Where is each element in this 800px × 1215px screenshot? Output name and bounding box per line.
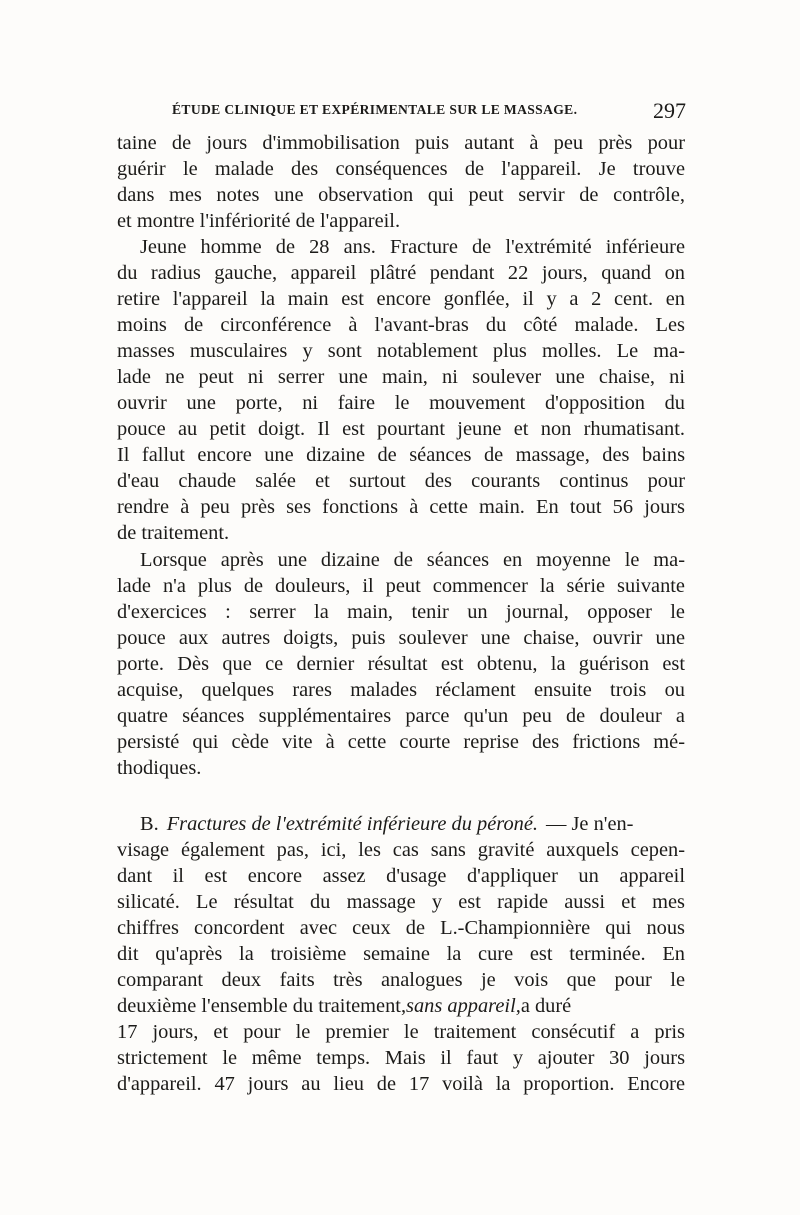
running-header: [172, 100, 686, 122]
section-title: Fractures de l'extrémité inférieure du péroné.: [166, 813, 538, 835]
text-line: comparant deux faits très analogues je vois que pour le: [117, 969, 685, 991]
text-line: d'appareil. 47 jours au lieu de 17 voilà la proportion. Encore: [117, 1073, 685, 1095]
text-line: du radius gauche, appareil plâtré pendant 22 jours, quand on: [117, 262, 685, 284]
text-line: masses musculaires y sont notablement plus molles. Le ma-: [117, 340, 685, 362]
text-line: porte. Dès que ce dernier résultat est obtenu, la guérison est: [117, 653, 685, 675]
text-line: persisté qui cède vite à cette courte reprise des frictions mé-: [117, 731, 685, 753]
running-title: ÉTUDE CLINIQUE ET EXPÉRIMENTALE SUR LE MASSAGE.: [172, 102, 578, 117]
text-line: silicaté. Le résultat du massage y est rapide aussi et mes: [117, 891, 685, 913]
text-line: moins de circonférence à l'avant-bras du côté malade. Les: [117, 314, 685, 336]
text-line: dit qu'après la troisième semaine la cure est terminée. En: [117, 943, 685, 965]
text-line: dans mes notes une observation qui peut servir de contrôle,: [117, 184, 685, 206]
text-line: Il fallut encore une dizaine de séances de massage, des bains: [117, 444, 685, 466]
text-line: pouce au petit doigt. Il est pourtant jeune et non rhumatisant.: [117, 418, 685, 440]
text-line: strictement le même temps. Mais il faut y ajouter 30 jours: [117, 1047, 685, 1069]
text-line: d'exercices : serrer la main, tenir un journal, opposer le: [117, 601, 685, 623]
text-segment: a duré: [520, 995, 572, 1017]
section-heading-line: [140, 811, 685, 837]
text-line: et montre l'infériorité de l'appareil.: [117, 210, 401, 232]
text-line: quatre séances supplémentaires parce qu'un peu de douleur a: [117, 705, 685, 727]
text-line: lade ne peut ni serrer une main, ni soulever une chaise, ni: [117, 366, 685, 388]
text-line: 17 jours, et pour le premier le traitement consécutif a pris: [117, 1021, 685, 1043]
text-line: Jeune homme de 28 ans. Fracture de l'extrémité inférieure: [140, 236, 685, 258]
section-first-line-rest: — Je n'en-: [546, 813, 634, 835]
text-line: thodiques.: [117, 757, 202, 779]
text-line: lade n'a plus de douleurs, il peut commencer la série suivante: [117, 575, 685, 597]
emphasis-text: sans appareil,: [406, 995, 521, 1017]
section-label: B.: [140, 813, 159, 835]
text-line: acquise, quelques rares malades réclament ensuite trois ou: [117, 679, 685, 701]
text-line: d'eau chaude salée et surtout des courants continus pour: [117, 470, 685, 492]
text-line: ouvrir une porte, ni faire le mouvement d'opposition du: [117, 392, 685, 414]
text-line: taine de jours d'immobilisation puis autant à peu près pour: [117, 132, 685, 154]
text-line-with-emphasis: [117, 993, 685, 1019]
text-line: retire l'appareil la main est encore gonflée, il y a 2 cent. en: [117, 288, 685, 310]
text-line: visage également pas, ici, les cas sans gravité auxquels cepen-: [117, 839, 685, 861]
text-line: dant il est encore assez d'usage d'appliquer un appareil: [117, 865, 685, 887]
page-number: 297: [653, 98, 686, 123]
text-line: guérir le malade des conséquences de l'appareil. Je trouve: [117, 158, 685, 180]
text-line: chiffres concordent avec ceux de L.-Championnière qui nous: [117, 917, 685, 939]
text-line: pouce aux autres doigts, puis soulever une chaise, ouvrir une: [117, 627, 685, 649]
text-line: Lorsque après une dizaine de séances en moyenne le ma-: [140, 549, 685, 571]
text-segment: deuxième l'ensemble du traitement,: [117, 995, 407, 1017]
text-line: de traitement.: [117, 522, 230, 544]
text-line: rendre à peu près ses fonctions à cette main. En tout 56 jours: [117, 496, 685, 518]
